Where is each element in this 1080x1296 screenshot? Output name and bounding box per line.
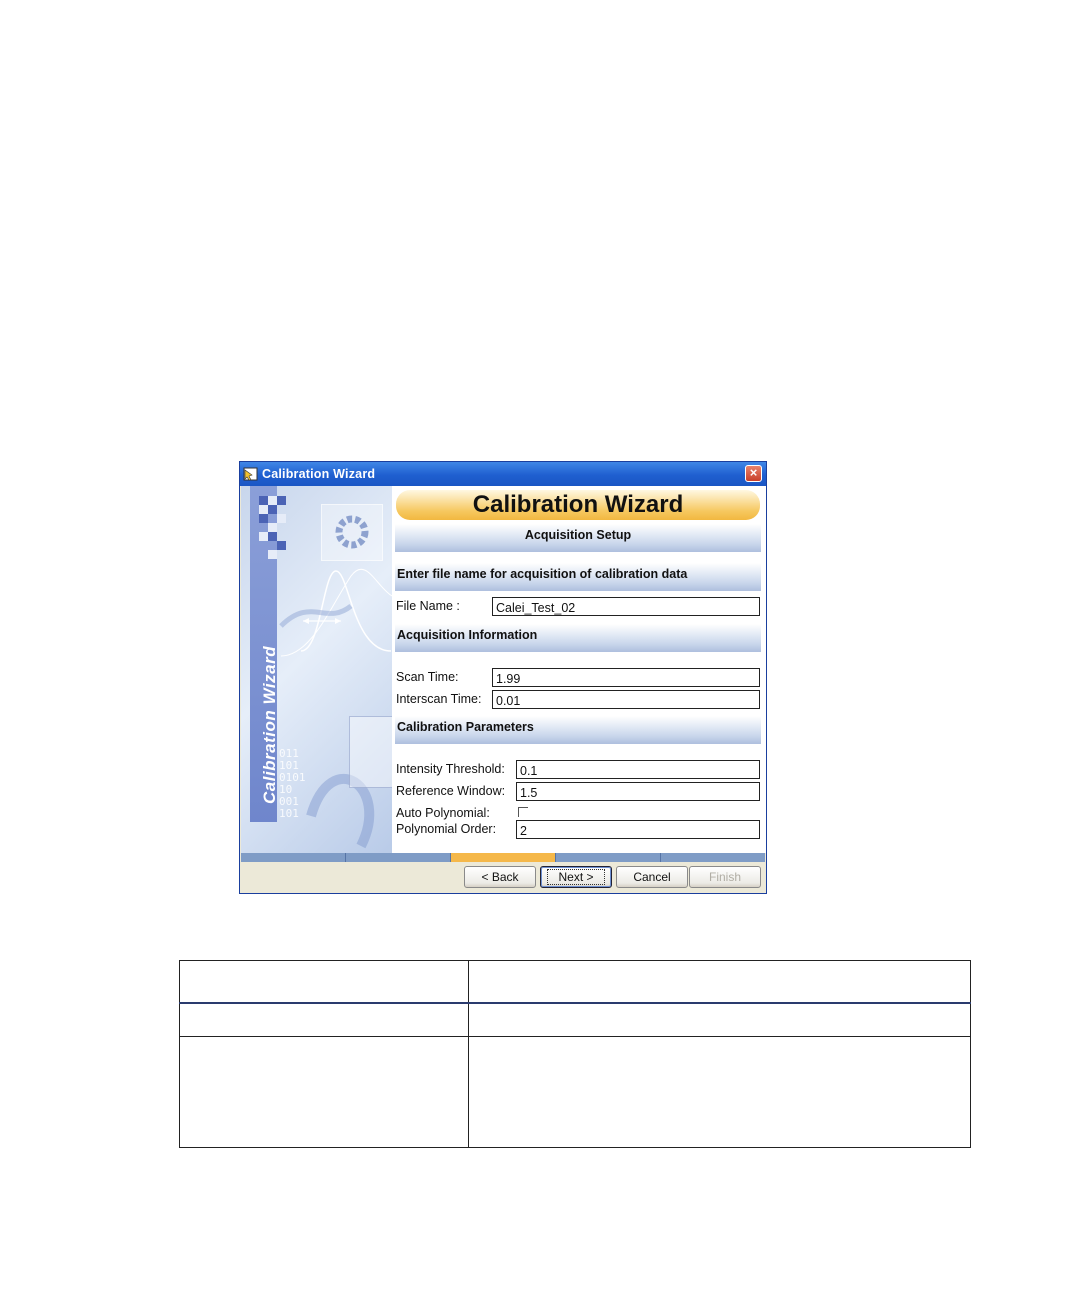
- step-indicator: [661, 853, 765, 862]
- back-button[interactable]: < Back: [464, 866, 536, 888]
- auto-polynomial-label: Auto Polynomial:: [396, 806, 490, 820]
- calibration-wizard-dialog: [239, 461, 767, 894]
- table-row: [180, 1037, 971, 1148]
- digits-line: 0101: [279, 771, 306, 784]
- section-calibration-params: [395, 716, 761, 744]
- digits-line: 101: [279, 807, 299, 820]
- table-cell: [180, 1003, 469, 1037]
- interscan-time-input[interactable]: [492, 690, 760, 709]
- digits-line: 101: [279, 759, 299, 772]
- wizard-content: [392, 486, 766, 853]
- table-cell: [469, 1003, 971, 1037]
- table-row: [180, 1003, 971, 1037]
- polynomial-order-input[interactable]: [516, 820, 760, 839]
- section-acquisition-setup: [395, 524, 761, 552]
- empty-document-table: [179, 960, 971, 1148]
- auto-polynomial-checkbox[interactable]: [518, 807, 528, 817]
- file-name-label: File Name :: [396, 599, 460, 613]
- digits-line: 001: [279, 795, 299, 808]
- cancel-button[interactable]: Cancel: [616, 866, 688, 888]
- polynomial-order-label: Polynomial Order:: [396, 822, 497, 836]
- gear-icon: [321, 504, 383, 561]
- intensity-threshold-label: Intensity Threshold:: [396, 762, 505, 776]
- step-indicator: [241, 853, 346, 862]
- next-button[interactable]: [540, 866, 612, 888]
- binary-digits: [279, 748, 306, 820]
- table-cell: [469, 1037, 971, 1148]
- close-icon: ×: [749, 465, 758, 480]
- table-header-cell: [469, 961, 971, 1004]
- interscan-time-label: Interscan Time:: [396, 692, 482, 706]
- window-title: Calibration Wizard: [262, 467, 376, 481]
- calculator-icon: [349, 716, 392, 788]
- table-header-row: [180, 961, 971, 1004]
- section-title: Enter file name for acquisition of calibration data: [397, 567, 688, 581]
- scan-time-input[interactable]: [492, 668, 760, 687]
- finish-button[interactable]: Finish: [689, 866, 761, 888]
- title-bar[interactable]: [240, 462, 766, 486]
- step-indicator: [346, 853, 451, 862]
- table-cell: [180, 1037, 469, 1148]
- next-button-label: Next >: [547, 869, 604, 885]
- reference-window-label: Reference Window:: [396, 784, 506, 798]
- section-title: Acquisition Setup: [524, 528, 632, 542]
- step-indicator-active: [451, 853, 556, 862]
- file-name-input[interactable]: [492, 597, 760, 616]
- wizard-app-icon: [243, 466, 259, 482]
- section-acquisition-info: [395, 624, 761, 652]
- table-header-cell: [180, 961, 469, 1004]
- wizard-banner-title: Calibration Wizard: [396, 490, 760, 520]
- digits-line: 011: [279, 747, 299, 760]
- wizard-step-progress: [241, 853, 765, 862]
- section-title: Calibration Parameters: [397, 720, 534, 734]
- step-indicator: [556, 853, 661, 862]
- reference-window-input[interactable]: [516, 782, 760, 801]
- section-title: Acquisition Information: [397, 628, 538, 642]
- section-file-prompt: [395, 563, 761, 591]
- side-title: Calibration Wizard: [260, 645, 279, 804]
- digits-line: 10: [279, 783, 293, 796]
- scan-time-label: Scan Time:: [396, 670, 459, 684]
- intensity-threshold-input[interactable]: [516, 760, 760, 779]
- close-button[interactable]: [745, 465, 762, 482]
- wizard-side-image: [241, 486, 392, 853]
- side-strip: [250, 486, 277, 822]
